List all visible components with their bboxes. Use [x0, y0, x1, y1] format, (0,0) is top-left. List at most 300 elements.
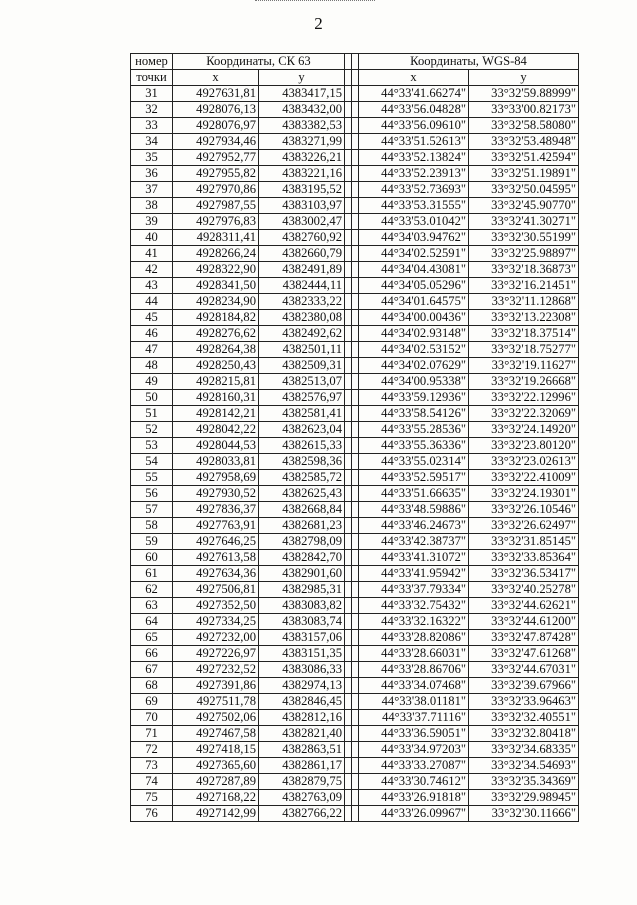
ck63-x-cell: 4928044,53	[173, 438, 259, 454]
separator-cell	[345, 374, 352, 390]
wgs84-x-cell: 44°34'03.94762"	[359, 230, 469, 246]
ck63-y-cell: 4383002,47	[259, 214, 345, 230]
ck63-y-cell: 4383103,97	[259, 198, 345, 214]
ck63-y-cell: 4382509,31	[259, 358, 345, 374]
ck63-y-cell: 4382625,43	[259, 486, 345, 502]
wgs84-x-cell: 44°33'52.59517"	[359, 470, 469, 486]
separator-cell	[345, 406, 352, 422]
ck63-x-cell: 4928250,43	[173, 358, 259, 374]
table-row	[131, 566, 579, 582]
separator-cell	[352, 598, 359, 614]
table-row	[131, 790, 579, 806]
table-row	[131, 518, 579, 534]
ck63-y-cell: 4382333,22	[259, 294, 345, 310]
separator-cell	[352, 710, 359, 726]
wgs84-y-cell: 33°32'53.48948"	[469, 134, 579, 150]
separator-cell	[345, 150, 352, 166]
separator-cell	[345, 198, 352, 214]
wgs84-y-cell: 33°32'41.30271"	[469, 214, 579, 230]
separator-cell	[345, 502, 352, 518]
ck63-y-cell: 4383151,35	[259, 646, 345, 662]
table-row	[131, 422, 579, 438]
point-number-cell: 75	[131, 790, 173, 806]
separator-cell	[352, 630, 359, 646]
separator-cell	[345, 630, 352, 646]
separator-cell	[352, 470, 359, 486]
wgs84-y-cell: 33°33'00.82173"	[469, 102, 579, 118]
separator-cell	[345, 614, 352, 630]
point-number-cell: 44	[131, 294, 173, 310]
wgs84-x-cell: 44°33'28.86706"	[359, 662, 469, 678]
ck63-y-cell: 4382763,09	[259, 790, 345, 806]
table-row	[131, 326, 579, 342]
separator-cell	[352, 502, 359, 518]
table-row	[131, 470, 579, 486]
point-number-cell: 53	[131, 438, 173, 454]
separator-cell	[352, 358, 359, 374]
wgs84-y-cell: 33°32'23.02613"	[469, 454, 579, 470]
wgs84-x-cell: 44°33'26.91818"	[359, 790, 469, 806]
separator-cell	[345, 262, 352, 278]
table-row	[131, 262, 579, 278]
point-number-cell: 68	[131, 678, 173, 694]
table-row	[131, 678, 579, 694]
wgs84-x-cell: 44°33'51.52613"	[359, 134, 469, 150]
ck63-x-cell: 4927168,22	[173, 790, 259, 806]
separator-cell	[345, 358, 352, 374]
ck63-x-cell: 4927334,25	[173, 614, 259, 630]
separator-cell	[345, 470, 352, 486]
separator-cell	[352, 182, 359, 198]
wgs84-x-cell: 44°33'34.07468"	[359, 678, 469, 694]
table-row	[131, 102, 579, 118]
separator-cell	[345, 390, 352, 406]
ck63-y-cell: 4382380,08	[259, 310, 345, 326]
ck63-x-cell: 4928215,81	[173, 374, 259, 390]
wgs84-y-cell: 33°32'44.61200"	[469, 614, 579, 630]
ck63-y-cell: 4383221,16	[259, 166, 345, 182]
separator-cell	[345, 678, 352, 694]
wgs84-x-cell: 44°34'02.93148"	[359, 326, 469, 342]
table-row	[131, 742, 579, 758]
point-number-cell: 60	[131, 550, 173, 566]
point-number-header: номер	[131, 54, 173, 70]
separator-cell	[345, 726, 352, 742]
separator-cell	[345, 86, 352, 102]
table-row	[131, 710, 579, 726]
separator-cell	[345, 486, 352, 502]
wgs84-x-cell: 44°33'52.73693"	[359, 182, 469, 198]
ck63-y-cell: 4382766,22	[259, 806, 345, 822]
wgs84-x-cell: 44°34'04.43081"	[359, 262, 469, 278]
wgs84-y-cell: 33°32'29.98945"	[469, 790, 579, 806]
wgs84-x-cell: 44°34'02.53152"	[359, 342, 469, 358]
table-row	[131, 374, 579, 390]
ck63-y-cell: 4382576,97	[259, 390, 345, 406]
table-row	[131, 534, 579, 550]
table-row	[131, 246, 579, 262]
table-row	[131, 118, 579, 134]
separator-cell	[345, 422, 352, 438]
separator-cell	[352, 678, 359, 694]
separator-cell	[352, 582, 359, 598]
ck63-y-cell: 4382501,11	[259, 342, 345, 358]
table-row	[131, 310, 579, 326]
table-row	[131, 390, 579, 406]
ck63-y-cell: 4382598,36	[259, 454, 345, 470]
table-row	[131, 454, 579, 470]
ck63-x-cell: 4927232,52	[173, 662, 259, 678]
ck63-x-cell: 4927511,78	[173, 694, 259, 710]
separator-cell	[352, 646, 359, 662]
point-number-cell: 57	[131, 502, 173, 518]
point-number-cell: 52	[131, 422, 173, 438]
separator-cell	[345, 694, 352, 710]
wgs84-y-cell: 33°32'30.11666"	[469, 806, 579, 822]
ck63-y-cell: 4382842,70	[259, 550, 345, 566]
table-row	[131, 278, 579, 294]
ck63-y-cell: 4383083,74	[259, 614, 345, 630]
ck63-y-cell: 4382585,72	[259, 470, 345, 486]
ck63-y-cell: 4382581,41	[259, 406, 345, 422]
table-row	[131, 342, 579, 358]
table-row	[131, 86, 579, 102]
separator-cell	[352, 662, 359, 678]
point-number-cell: 67	[131, 662, 173, 678]
ck63-x-cell: 4928076,97	[173, 118, 259, 134]
wgs84-x-cell: 44°33'41.31072"	[359, 550, 469, 566]
header-row-2	[131, 70, 579, 86]
ck63-y-cell: 4382879,75	[259, 774, 345, 790]
table-row	[131, 694, 579, 710]
ck63-y-cell: 4383271,99	[259, 134, 345, 150]
wgs84-y-cell: 33°32'22.12996"	[469, 390, 579, 406]
wgs84-y-cell: 33°32'45.90770"	[469, 198, 579, 214]
table-row	[131, 166, 579, 182]
table-row	[131, 726, 579, 742]
ck63-x-cell: 4927226,97	[173, 646, 259, 662]
wgs84-y-cell: 33°32'19.11627"	[469, 358, 579, 374]
wgs84-x-cell: 44°33'26.09967"	[359, 806, 469, 822]
ck63-x-cell: 4928234,90	[173, 294, 259, 310]
separator-cell	[352, 294, 359, 310]
separator-cell	[345, 278, 352, 294]
point-number-cell: 64	[131, 614, 173, 630]
ck63-y-cell: 4383417,15	[259, 86, 345, 102]
table-row	[131, 630, 579, 646]
table-row	[131, 134, 579, 150]
table-body	[131, 86, 579, 822]
point-number-cell: 33	[131, 118, 173, 134]
separator-cell	[352, 790, 359, 806]
wgs84-y-cell: 33°32'22.41009"	[469, 470, 579, 486]
separator-cell	[345, 550, 352, 566]
wgs84-x-cell: 44°34'00.00436"	[359, 310, 469, 326]
point-number-cell: 39	[131, 214, 173, 230]
wgs84-y-cell: 33°32'24.14920"	[469, 422, 579, 438]
point-number-cell: 55	[131, 470, 173, 486]
ck63-x-cell: 4927613,58	[173, 550, 259, 566]
separator-cell	[352, 54, 359, 70]
ck63-y-cell: 4382798,09	[259, 534, 345, 550]
wgs84-y-cell: 33°32'47.61268"	[469, 646, 579, 662]
wgs84-y-cell: 33°32'39.67966"	[469, 678, 579, 694]
wgs84-x-cell: 44°34'02.52591"	[359, 246, 469, 262]
wgs84-y-cell: 33°32'32.80418"	[469, 726, 579, 742]
separator-cell	[352, 102, 359, 118]
wgs84-x-cell: 44°34'02.07629"	[359, 358, 469, 374]
wgs84-y-cell: 33°32'23.80120"	[469, 438, 579, 454]
wgs84-y-cell: 33°32'25.98897"	[469, 246, 579, 262]
wgs84-x-cell: 44°33'41.66274"	[359, 86, 469, 102]
ck63-y-cell: 4382901,60	[259, 566, 345, 582]
ck63-y-cell: 4382444,11	[259, 278, 345, 294]
point-number-cell: 73	[131, 758, 173, 774]
ck63-y-cell: 4383226,21	[259, 150, 345, 166]
ck63-y-cell: 4383083,82	[259, 598, 345, 614]
page-number: 2	[314, 14, 323, 33]
separator-cell	[345, 534, 352, 550]
separator-cell	[352, 326, 359, 342]
separator-cell	[352, 342, 359, 358]
wgs84-y-cell: 33°32'44.62621"	[469, 598, 579, 614]
wgs84-y-cell: 33°32'35.34369"	[469, 774, 579, 790]
separator-cell	[352, 262, 359, 278]
wgs84-x-cell: 44°33'37.79334"	[359, 582, 469, 598]
separator-cell	[345, 454, 352, 470]
point-number-cell: 49	[131, 374, 173, 390]
table-row	[131, 614, 579, 630]
table-row	[131, 774, 579, 790]
ck63-x-cell: 4927418,15	[173, 742, 259, 758]
wgs84-x-cell: 44°33'53.31555"	[359, 198, 469, 214]
ck63-x-cell: 4928264,38	[173, 342, 259, 358]
separator-cell	[352, 70, 359, 86]
ck63-y-cell: 4382513,07	[259, 374, 345, 390]
wgs84-x-cell: 44°33'34.97203"	[359, 742, 469, 758]
table-row	[131, 758, 579, 774]
wgs84-x-cell: 44°33'33.27087"	[359, 758, 469, 774]
ck63-x-cell: 4927287,89	[173, 774, 259, 790]
ck63-y-header: y	[259, 70, 345, 86]
point-number-cell: 31	[131, 86, 173, 102]
wgs84-y-cell: 33°32'19.26668"	[469, 374, 579, 390]
separator-cell	[345, 646, 352, 662]
table-row	[131, 406, 579, 422]
table-row	[131, 486, 579, 502]
wgs84-x-cell: 44°33'32.16322"	[359, 614, 469, 630]
table-row	[131, 214, 579, 230]
wgs84-x-cell: 44°33'55.02314"	[359, 454, 469, 470]
separator-cell	[352, 278, 359, 294]
table-row	[131, 358, 579, 374]
point-number-cell: 47	[131, 342, 173, 358]
separator-cell	[352, 118, 359, 134]
wgs84-x-cell: 44°33'30.74612"	[359, 774, 469, 790]
wgs84-y-cell: 33°32'33.85364"	[469, 550, 579, 566]
point-number-cell: 43	[131, 278, 173, 294]
table-row	[131, 230, 579, 246]
wgs84-x-cell: 44°33'36.59051"	[359, 726, 469, 742]
ck63-x-cell: 4928160,31	[173, 390, 259, 406]
ck63-y-cell: 4382492,62	[259, 326, 345, 342]
separator-cell	[345, 806, 352, 822]
coordinates-table	[130, 53, 579, 822]
wgs84-x-cell: 44°33'52.13824"	[359, 150, 469, 166]
separator-cell	[352, 390, 359, 406]
wgs84-y-cell: 33°32'59.88999"	[469, 86, 579, 102]
point-number-cell: 62	[131, 582, 173, 598]
table-row	[131, 582, 579, 598]
separator-cell	[352, 246, 359, 262]
point-number-cell: 34	[131, 134, 173, 150]
separator-cell	[345, 710, 352, 726]
separator-cell	[352, 566, 359, 582]
ck63-x-cell: 4927232,00	[173, 630, 259, 646]
wgs84-x-cell: 44°33'48.59886"	[359, 502, 469, 518]
wgs84-y-cell: 33°32'24.19301"	[469, 486, 579, 502]
separator-cell	[352, 726, 359, 742]
ck63-y-cell: 4382985,31	[259, 582, 345, 598]
separator-cell	[345, 326, 352, 342]
point-number-cell: 40	[131, 230, 173, 246]
separator-cell	[345, 662, 352, 678]
ck63-x-header: x	[173, 70, 259, 86]
wgs84-x-cell: 44°33'32.75432"	[359, 598, 469, 614]
point-number-cell: 37	[131, 182, 173, 198]
wgs84-y-cell: 33°32'22.32069"	[469, 406, 579, 422]
table-row	[131, 294, 579, 310]
separator-cell	[352, 534, 359, 550]
ck63-y-cell: 4382812,16	[259, 710, 345, 726]
ck63-x-cell: 4927467,58	[173, 726, 259, 742]
ck63-x-cell: 4927352,50	[173, 598, 259, 614]
ck63-x-cell: 4927142,99	[173, 806, 259, 822]
ck63-y-cell: 4382821,40	[259, 726, 345, 742]
point-number-cell: 72	[131, 742, 173, 758]
separator-cell	[345, 774, 352, 790]
ck63-y-cell: 4383432,00	[259, 102, 345, 118]
ck63-y-cell: 4382863,51	[259, 742, 345, 758]
ck63-y-cell: 4382974,13	[259, 678, 345, 694]
point-number-cell: 65	[131, 630, 173, 646]
wgs84-y-cell: 33°32'40.25278"	[469, 582, 579, 598]
ck63-y-cell: 4383382,53	[259, 118, 345, 134]
point-number-cell: 36	[131, 166, 173, 182]
wgs84-x-cell: 44°33'42.38737"	[359, 534, 469, 550]
wgs84-x-cell: 44°33'46.24673"	[359, 518, 469, 534]
wgs84-y-cell: 33°32'31.85145"	[469, 534, 579, 550]
separator-cell	[352, 422, 359, 438]
wgs84-x-cell: 44°34'01.64575"	[359, 294, 469, 310]
ck63-x-cell: 4927987,55	[173, 198, 259, 214]
wgs84-x-cell: 44°34'05.05296"	[359, 278, 469, 294]
point-number-cell: 54	[131, 454, 173, 470]
wgs84-y-cell: 33°32'34.54693"	[469, 758, 579, 774]
wgs84-x-cell: 44°33'56.09610"	[359, 118, 469, 134]
table-row	[131, 550, 579, 566]
separator-cell	[345, 518, 352, 534]
wgs84-x-cell: 44°33'38.01181"	[359, 694, 469, 710]
separator-cell	[345, 102, 352, 118]
ck63-x-cell: 4927930,52	[173, 486, 259, 502]
separator-cell	[345, 294, 352, 310]
wgs84-x-cell: 44°33'28.66031"	[359, 646, 469, 662]
wgs84-y-cell: 33°32'50.04595"	[469, 182, 579, 198]
separator-cell	[345, 70, 352, 86]
ck63-x-cell: 4928142,21	[173, 406, 259, 422]
wgs84-x-cell: 44°34'00.95338"	[359, 374, 469, 390]
ck63-x-cell: 4927955,82	[173, 166, 259, 182]
ck63-y-cell: 4383157,06	[259, 630, 345, 646]
separator-cell	[352, 214, 359, 230]
separator-cell	[345, 598, 352, 614]
point-number-cell: 51	[131, 406, 173, 422]
separator-cell	[352, 438, 359, 454]
wgs84-x-cell: 44°33'28.82086"	[359, 630, 469, 646]
point-number-cell: 42	[131, 262, 173, 278]
separator-cell	[352, 454, 359, 470]
ck63-y-cell: 4382681,23	[259, 518, 345, 534]
wgs84-y-cell: 33°32'58.58080"	[469, 118, 579, 134]
separator-cell	[345, 342, 352, 358]
ck63-x-cell: 4927646,25	[173, 534, 259, 550]
point-number-cell: 45	[131, 310, 173, 326]
separator-cell	[345, 214, 352, 230]
ck63-x-cell: 4927952,77	[173, 150, 259, 166]
ck63-x-cell: 4927502,06	[173, 710, 259, 726]
ck63-y-cell: 4382861,17	[259, 758, 345, 774]
separator-cell	[352, 198, 359, 214]
point-number-cell: 69	[131, 694, 173, 710]
table-row	[131, 662, 579, 678]
point-number-cell: 46	[131, 326, 173, 342]
ck63-y-cell: 4382615,33	[259, 438, 345, 454]
ck63-y-cell: 4382760,92	[259, 230, 345, 246]
point-number-cell: 71	[131, 726, 173, 742]
wgs84-y-cell: 33°32'16.21451"	[469, 278, 579, 294]
wgs84-x-cell: 44°33'59.12936"	[359, 390, 469, 406]
wgs84-y-cell: 33°32'33.96463"	[469, 694, 579, 710]
point-number-cell: 61	[131, 566, 173, 582]
wgs84-y-cell: 33°32'44.67031"	[469, 662, 579, 678]
separator-cell	[345, 438, 352, 454]
separator-cell	[345, 758, 352, 774]
header-row-1	[131, 54, 579, 70]
table-row	[131, 182, 579, 198]
separator-cell	[345, 790, 352, 806]
ck63-x-cell: 4927391,86	[173, 678, 259, 694]
table-row	[131, 150, 579, 166]
separator-cell	[345, 566, 352, 582]
separator-cell	[345, 134, 352, 150]
ck63-x-cell: 4928076,13	[173, 102, 259, 118]
separator-cell	[345, 742, 352, 758]
separator-cell	[345, 310, 352, 326]
point-number-cell: 56	[131, 486, 173, 502]
wgs84-y-cell: 33°32'47.87428"	[469, 630, 579, 646]
wgs84-y-cell: 33°32'18.37514"	[469, 326, 579, 342]
point-number-cell: 32	[131, 102, 173, 118]
wgs84-header: Координаты, WGS-84	[359, 54, 579, 70]
table-row	[131, 502, 579, 518]
wgs84-x-cell: 44°33'55.36336"	[359, 438, 469, 454]
wgs84-x-cell: 44°33'56.04828"	[359, 102, 469, 118]
wgs84-y-cell: 33°32'51.42594"	[469, 150, 579, 166]
ck63-x-cell: 4927976,83	[173, 214, 259, 230]
wgs84-x-header: x	[359, 70, 469, 86]
separator-cell	[352, 166, 359, 182]
